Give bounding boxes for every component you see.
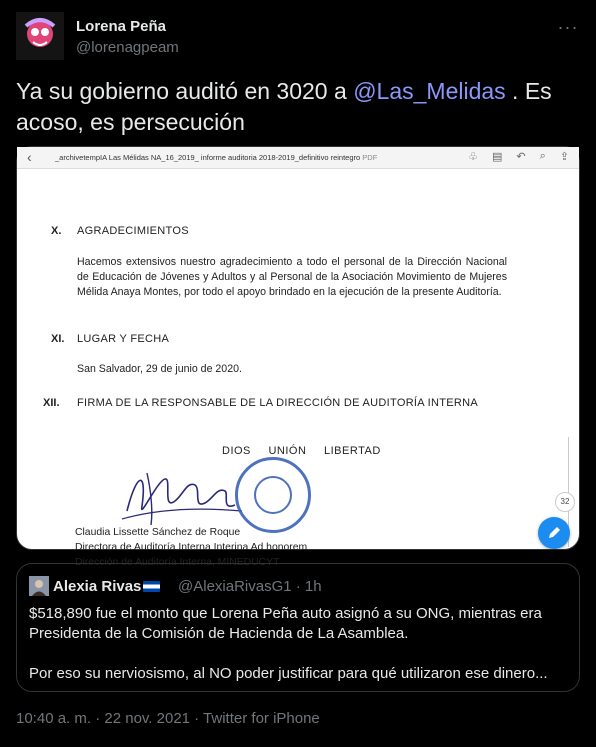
quoted-paragraph: Por eso su nerviosismo, al NO poder justificar para qué utilizaron ese dinero... <box>29 665 548 682</box>
pdf-toolbar <box>17 147 579 169</box>
seal-center <box>254 476 292 514</box>
edit-pencil-icon <box>538 517 570 549</box>
pdf-page-icon: ▤ <box>491 151 503 163</box>
quoted-paragraph: $518,890 fue el monto que Lorena Peña auto asignó a su ONG, mientras era Presidenta de la Comisión de Hacienda de La Asamblea. <box>29 605 542 642</box>
section-title: FIRMA DE LA RESPONSABLE DE LA DIRECCIÓN DE AUDITORÍA INTERNA <box>77 397 479 409</box>
motto-word: DIOS <box>222 445 251 457</box>
author-avatar[interactable] <box>16 12 64 60</box>
pdf-page <box>17 169 579 568</box>
page-count-badge: 32 <box>555 492 575 512</box>
mention-link[interactable]: @Las_Melidas <box>353 78 506 104</box>
handwritten-signature <box>117 461 247 531</box>
place-date: San Salvador, 29 de junio de 2020. <box>77 363 242 375</box>
motto-word: UNIÓN <box>268 445 307 457</box>
pdf-filetype: PDF <box>362 153 378 162</box>
signer-line: Directora de Auditoría Interna Interina Ad honorem <box>75 542 308 553</box>
signer-line: Dirección de Auditoría Interna, MINEDUCYT <box>75 557 280 568</box>
el-salvador-flag-icon <box>143 581 160 592</box>
pdf-filename <box>55 153 377 162</box>
quoted-tweet-text <box>29 604 569 684</box>
pdf-undo-icon: ↶ <box>516 151 526 163</box>
author-handle[interactable]: @lorenagpeam <box>76 39 179 56</box>
signer-line: Claudia Lissette Sánchez de Roque <box>75 527 241 538</box>
tweet-text <box>16 76 580 138</box>
quoted-author-name-text: Alexia Rivas <box>53 578 142 595</box>
motto <box>222 445 395 457</box>
section-number: X. <box>51 225 62 237</box>
pdf-markup-icon: ♧ <box>468 151 478 163</box>
author-name[interactable]: Lorena Peña <box>76 18 167 35</box>
official-seal <box>235 457 311 533</box>
pdf-search-icon: ⌕ <box>539 150 546 162</box>
quoted-author-handle: @AlexiaRivasG1 · 1h <box>178 578 322 595</box>
quoted-author-name <box>53 578 160 595</box>
section-number: XI. <box>51 333 65 345</box>
tweet-media-image[interactable] <box>16 146 580 568</box>
pdf-filename-text: _archivetempIA Las Mélidas NA_16_2019_ informe auditoria 2018-2019_definitivo reintegro <box>55 153 361 162</box>
section-title: AGRADECIMIENTOS <box>77 225 189 237</box>
back-chevron-icon: ‹ <box>27 149 32 165</box>
more-options-icon[interactable]: ··· <box>557 17 579 37</box>
tweet-text-after: . Es acoso, es persecución <box>16 78 552 135</box>
pdf-tools <box>468 150 569 163</box>
pdf-share-icon: ⇪ <box>559 151 569 163</box>
avatar-image <box>16 12 64 60</box>
acknowledgement-paragraph: Hacemos extensivos nuestro agradecimiento a todo el personal de la Dirección Nacional de Educación de Jóvenes y Adultos y al Personal de la Asociación Movimiento de Mujeres Mélida Anaya Montes, por todo el apoyo brindado en la ejecución de la presente Auditoría. <box>77 256 507 298</box>
tweet-text-before: Ya su gobierno auditó en 3020 a <box>16 78 354 104</box>
quoted-tweet[interactable] <box>16 563 580 692</box>
quoted-author-avatar <box>29 576 49 596</box>
motto-word: LIBERTAD <box>323 445 381 457</box>
tweet-timestamp[interactable]: 10:40 a. m. · 22 nov. 2021 · Twitter for iPhone <box>16 710 320 727</box>
tweet-header <box>16 12 580 64</box>
section-number: XII. <box>43 397 60 409</box>
section-title: LUGAR Y FECHA <box>77 333 170 345</box>
